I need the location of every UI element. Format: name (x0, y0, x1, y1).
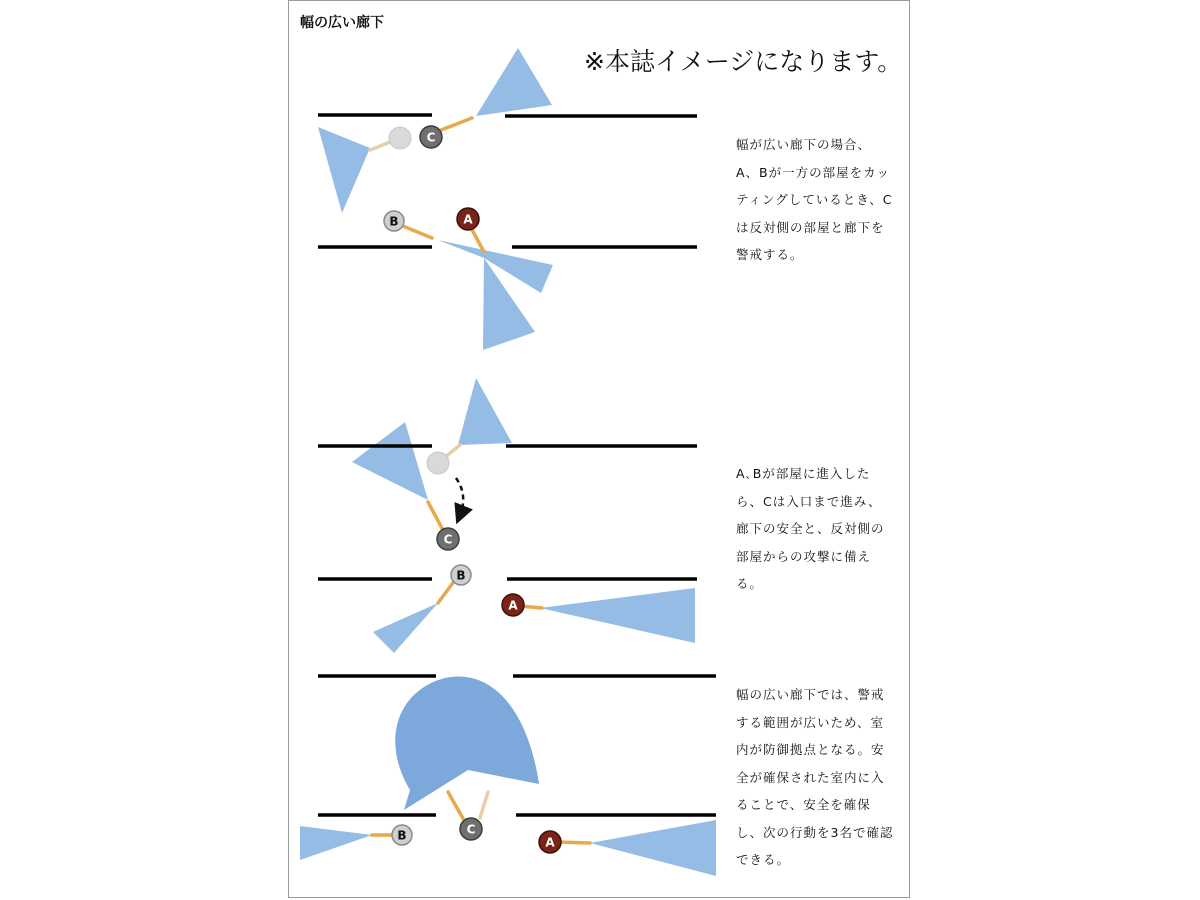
scene1-person-c-ghost (370, 127, 411, 150)
scene2-sector-a-right (540, 588, 695, 643)
scene1-sector-c-up (476, 48, 552, 116)
scene2-sector-b-left (373, 603, 438, 653)
svg-text:C: C (443, 532, 453, 547)
scene-3 (300, 676, 716, 876)
svg-text:B: B (389, 214, 399, 229)
scene3-sector-a-right (590, 820, 716, 876)
scene1-sector-ghost-left (318, 127, 370, 213)
svg-text:C: C (466, 822, 476, 837)
scene3-person-c (448, 792, 482, 840)
scene-2 (318, 378, 697, 653)
scene2-person-c-ghost (427, 445, 460, 474)
svg-text:A: A (508, 598, 518, 613)
scene3-person-b (372, 825, 412, 845)
scene1-person-c (420, 118, 472, 148)
scene3-sector-b-left (300, 826, 372, 860)
scene1-person-b (384, 211, 432, 238)
sample-notice: ※本誌イメージになります。 (584, 47, 903, 76)
svg-text:A: A (545, 835, 555, 850)
scene-1 (318, 48, 697, 350)
scene3-person-c-ghost (480, 792, 488, 818)
scene2-person-a (502, 594, 542, 616)
scene2-move-arrow (456, 478, 463, 515)
svg-text:A: A (463, 212, 473, 227)
paragraph-3: 幅の広い廊下では、警戒する範囲が広いため、室内が防御拠点となる。安全が確保された室内に入ることで、安全を確保し、次の行動を3名で確認できる。 (736, 687, 894, 867)
scene2-sector-ghost-up (458, 378, 512, 445)
scene2-person-b (438, 565, 471, 603)
paragraph-2: A､Bが部屋に進入したら、Cは入口まで進み、廊下の安全と、反対側の部屋からの攻撃に備える。 (736, 466, 885, 591)
scene2-person-c (428, 502, 459, 550)
svg-text:C: C (426, 130, 436, 145)
svg-text:B: B (397, 828, 407, 843)
page-title: 幅の広い廊下 (300, 15, 384, 31)
scene3-sector-c-wide (395, 677, 539, 810)
scene2-sector-c-left (352, 422, 428, 500)
scene3-person-a (539, 831, 590, 853)
paragraph-1: 幅が広い廊下の場合、A、Bが一方の部屋をカッティングしているとき、Cは反対側の部屋と廊下を警戒する。 (736, 137, 893, 262)
svg-text:B: B (456, 568, 466, 583)
